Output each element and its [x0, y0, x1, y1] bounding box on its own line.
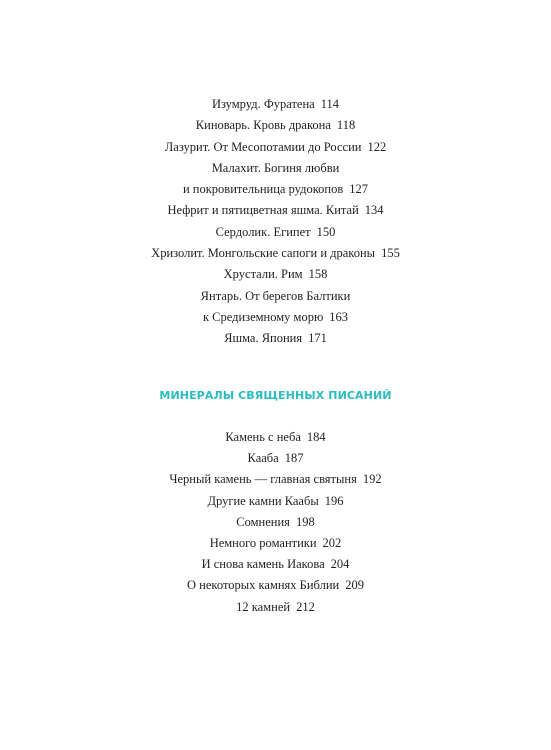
toc-entry-title: Малахит. Богиня любви	[211, 160, 340, 175]
toc-entry	[0, 427, 551, 448]
toc-entry-title: Сомнения	[236, 514, 290, 529]
toc-entry-title: Другие камни Каабы	[207, 493, 319, 508]
toc-entry-page: 155	[381, 246, 400, 261]
toc-entry-title: Камень с неба	[225, 430, 301, 444]
toc-entry-title: Лазурит. От Месопотамии до России	[164, 139, 362, 154]
toc-entry-page: 134	[364, 203, 384, 218]
toc-entry	[0, 158, 551, 179]
toc-entry	[0, 307, 551, 328]
toc-entry	[0, 512, 551, 533]
toc-entry-title: Хризолит. Монгольские сапоги и драконы	[151, 246, 376, 261]
toc-entry-title: 12 камней	[236, 599, 291, 614]
toc-entry-page: 209	[345, 578, 364, 593]
toc-entry-page: 198	[295, 514, 315, 529]
toc-entry-title: к Средиземному морю	[202, 309, 324, 324]
toc-entry-title: Киноварь. Кровь дракона	[195, 118, 331, 133]
toc-entry	[0, 469, 551, 490]
toc-entry-page: 187	[284, 451, 304, 466]
toc-entry	[0, 264, 551, 285]
toc-entry	[0, 597, 551, 618]
toc-entry-title: Немного романтики	[209, 535, 317, 550]
toc-entry-title: Черный камень — главная святыня	[169, 472, 357, 487]
toc-entry-page: 163	[329, 309, 349, 324]
toc-entry-page: 196	[324, 493, 344, 508]
toc-entry-page: 150	[316, 224, 336, 239]
toc-entry-title: Яшма. Япония	[224, 331, 303, 346]
toc-entry-title: И снова камень Иакова	[201, 557, 325, 572]
toc-entry	[0, 222, 551, 243]
toc-entry-title: Изумруд. Фуратена	[211, 97, 315, 111]
toc-entry	[0, 533, 551, 554]
toc-entry	[0, 286, 551, 307]
toc-entry-page: 192	[362, 472, 382, 487]
toc-list	[0, 94, 551, 350]
toc-entry-title: Нефрит и пятицветная яшма. Китай	[167, 203, 359, 218]
toc-entry-page: 158	[308, 267, 328, 282]
toc-entry-title: и покровительница рудокопов	[182, 182, 344, 197]
toc-entry-page: 184	[306, 430, 326, 444]
toc-entry	[0, 115, 551, 136]
toc-entry-page: 171	[308, 331, 327, 346]
toc-entry-title: Хрустали. Рим	[223, 267, 303, 282]
toc-entry-title: Янтарь. От берегов Балтики	[200, 288, 351, 303]
toc-entry-page: 202	[322, 535, 342, 550]
toc-entry	[0, 554, 551, 575]
toc-entry-page: 114	[320, 97, 339, 111]
toc-entry-page: 127	[349, 182, 369, 197]
section-heading: МИНЕРАЛЫ СВЯЩЕННЫХ ПИСАНИЙ	[159, 389, 392, 402]
toc-entry	[0, 243, 551, 264]
toc-entry	[0, 137, 551, 158]
toc-entry	[0, 179, 551, 200]
toc-entry-title: Сердолик. Египет	[215, 224, 311, 239]
toc-entry-page: 122	[367, 139, 387, 154]
toc-list	[0, 427, 551, 618]
toc-entry-title: О некоторых камнях Библии	[187, 578, 340, 593]
toc-entry	[0, 200, 551, 221]
toc-entry	[0, 491, 551, 512]
toc-entry-page: 204	[330, 557, 350, 572]
toc-entry-title: Кааба	[247, 451, 279, 466]
toc-entry	[0, 575, 551, 596]
toc-entry	[0, 448, 551, 469]
toc-entry	[0, 328, 551, 349]
toc-entry-page: 118	[336, 118, 356, 133]
toc-entry	[0, 94, 551, 115]
toc-entry-page: 212	[296, 599, 315, 614]
